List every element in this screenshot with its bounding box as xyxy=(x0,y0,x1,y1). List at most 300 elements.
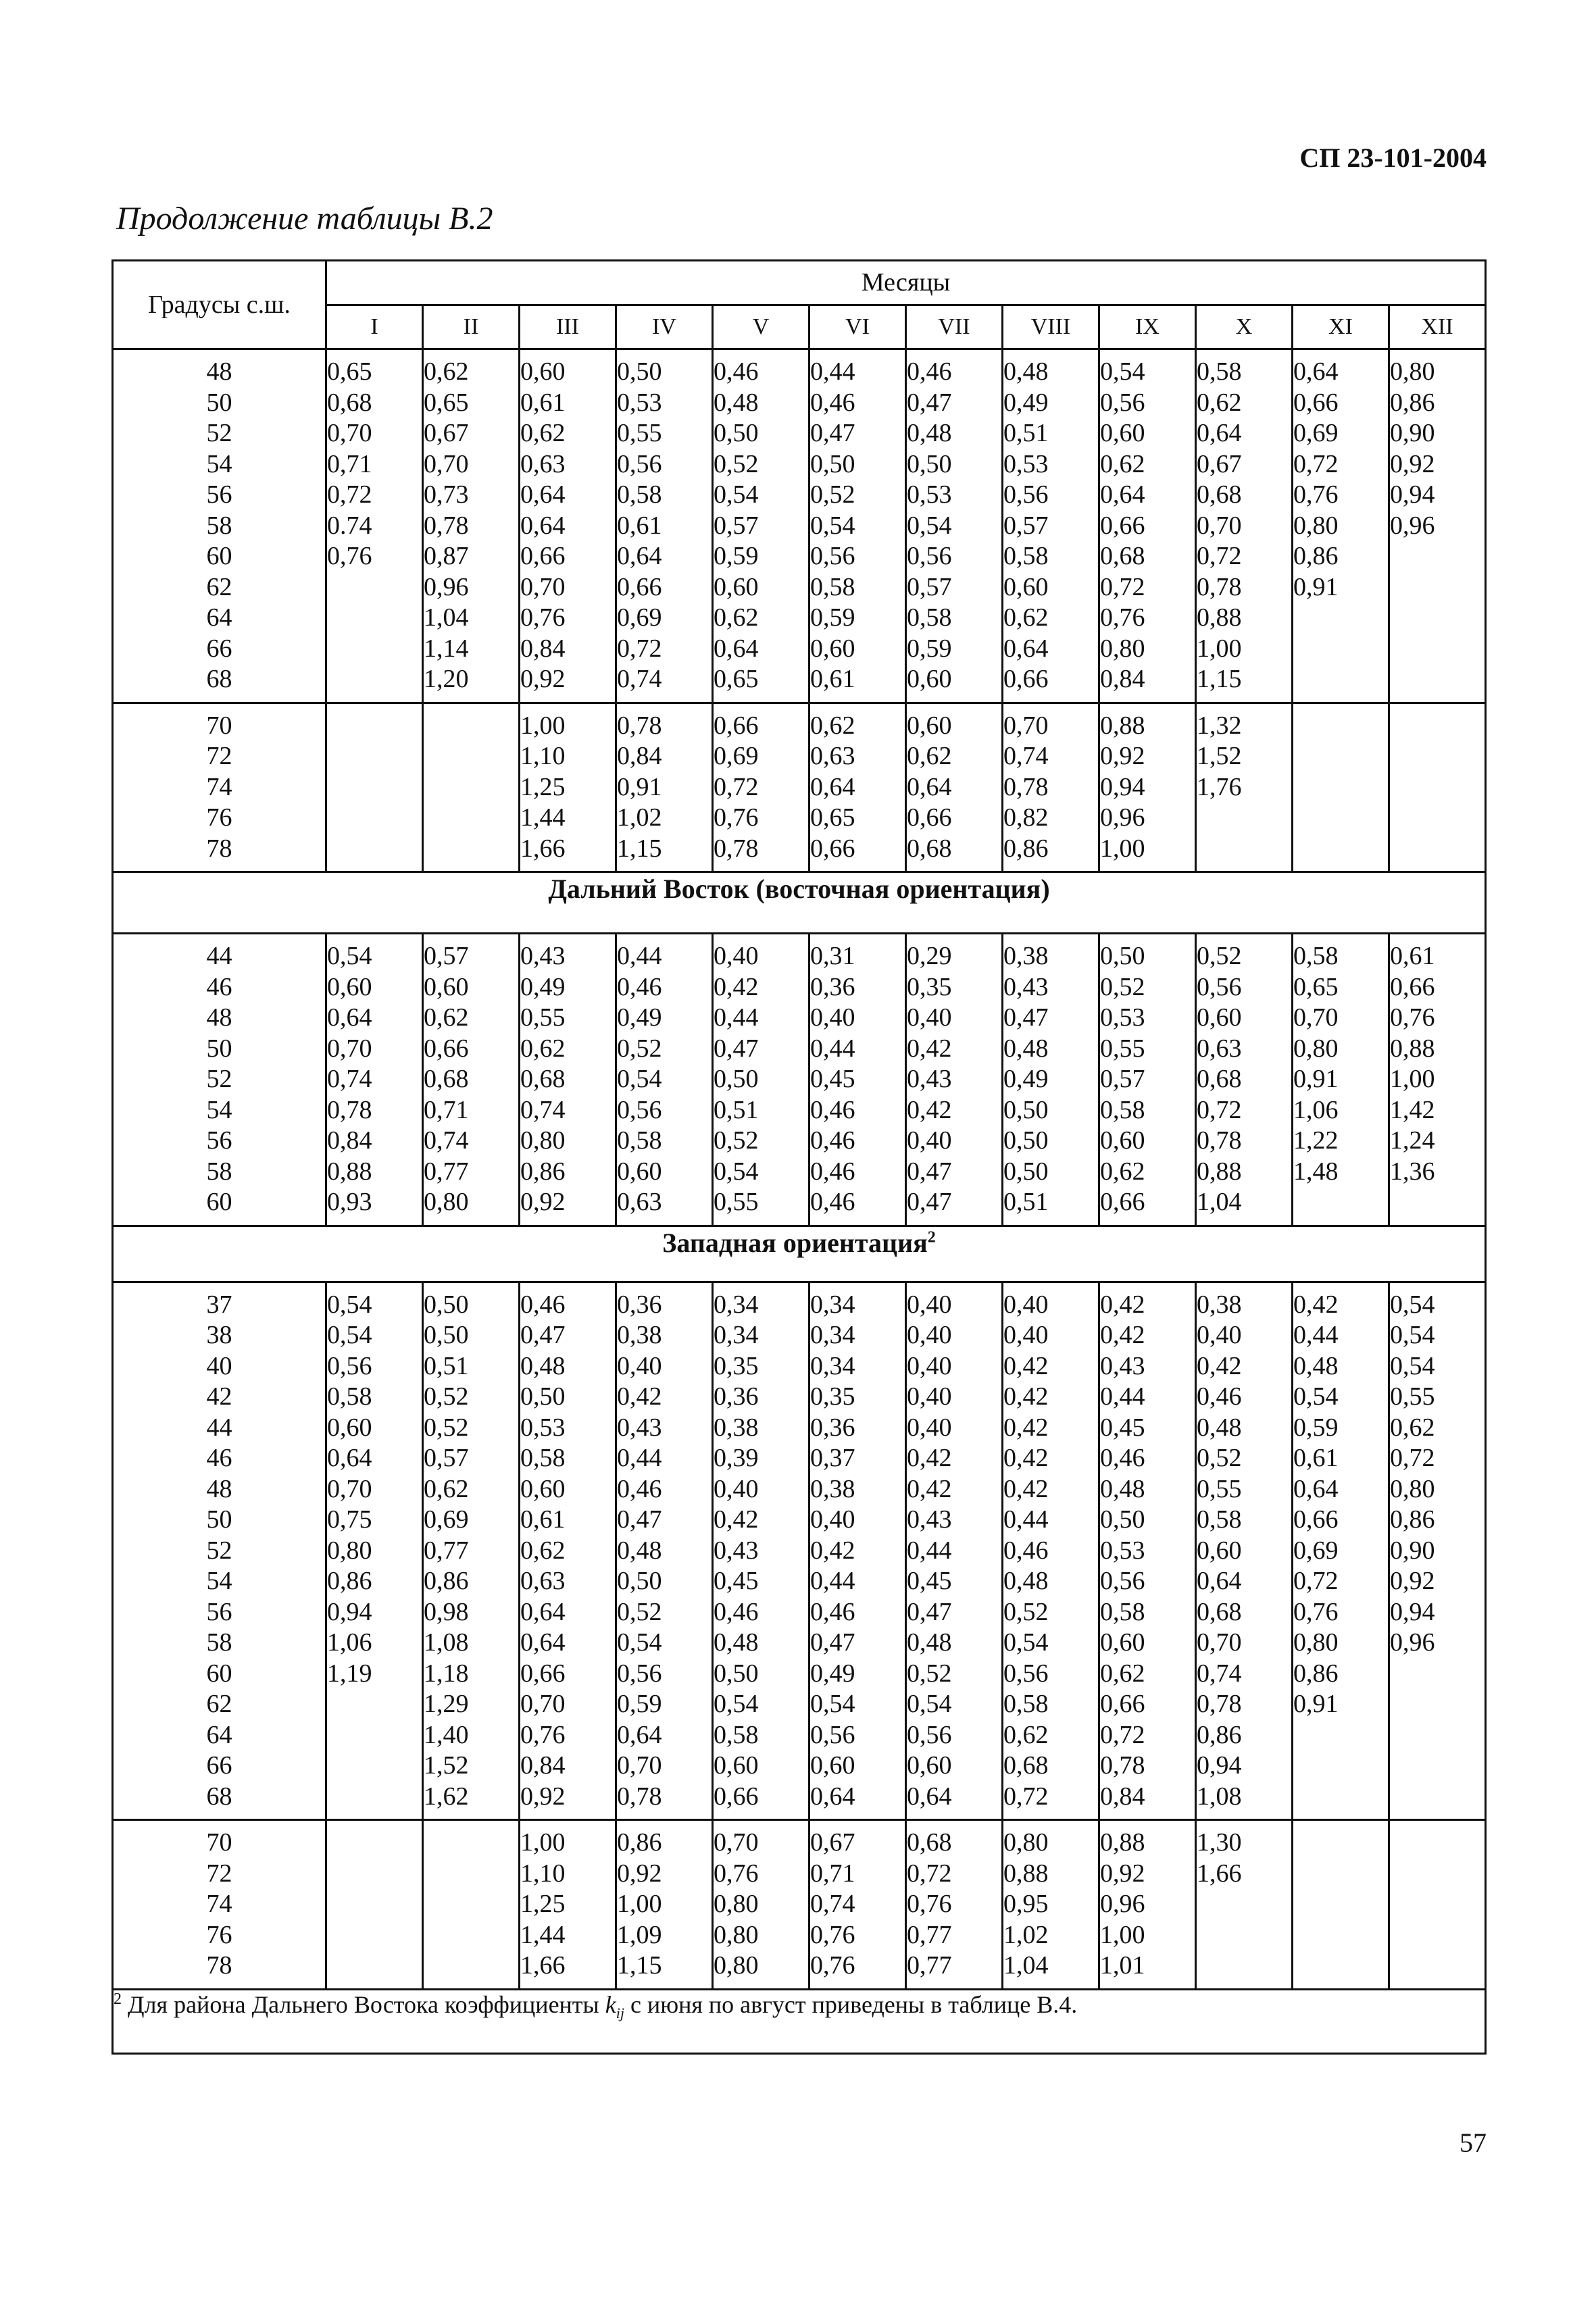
month-values-cell xyxy=(423,349,520,703)
coefficient-value: 0,42 xyxy=(1197,1351,1242,1380)
coefficient-value: 0,55 xyxy=(520,1003,566,1032)
coefficient-value: 0,84 xyxy=(1100,1782,1145,1811)
month-header: IX xyxy=(1099,305,1196,349)
coefficient-value: 0,76 xyxy=(520,1720,566,1749)
coefficient-value: 0,96 xyxy=(1390,511,1435,540)
coefficient-value: 0,42 xyxy=(1100,1290,1145,1319)
coefficient-value: 0,66 xyxy=(1100,1188,1145,1216)
latitude-cell xyxy=(113,934,326,1226)
coefficient-value: 0,54 xyxy=(714,480,759,509)
coefficient-value: 0,54 xyxy=(327,1321,372,1349)
coefficient-value: 0,40 xyxy=(1003,1321,1049,1349)
coefficient-value: 0,57 xyxy=(714,511,759,540)
month-header: VII xyxy=(906,305,1003,349)
data-block-row xyxy=(113,349,1486,703)
coefficient-value: 0,59 xyxy=(907,634,952,663)
coefficient-value: 0,45 xyxy=(907,1567,952,1595)
coefficient-value: 0,60 xyxy=(1100,419,1145,447)
coefficient-value: 1,15 xyxy=(617,834,662,863)
coefficient-value: 0,52 xyxy=(617,1034,662,1063)
coefficient-value: 0,56 xyxy=(617,1095,662,1124)
month-values-cell xyxy=(1196,703,1293,872)
coefficient-value: 0,69 xyxy=(1293,1536,1339,1565)
coefficient-value: 0,80 xyxy=(714,1920,759,1949)
latitude-value: 50 xyxy=(206,1505,232,1534)
coefficient-value: 1,44 xyxy=(520,803,566,832)
month-values-cell xyxy=(1099,1820,1196,1990)
month-values-cell xyxy=(520,934,616,1226)
month-values-cell xyxy=(1003,703,1099,872)
coefficient-value: 0,72 xyxy=(1197,1095,1242,1124)
coefficient-value: 0,50 xyxy=(1003,1157,1049,1186)
coefficient-value: 0,92 xyxy=(520,1782,566,1811)
coefficient-value: 0,78 xyxy=(617,711,662,740)
coefficient-value: 0,40 xyxy=(907,1003,952,1032)
coefficient-value: 0,34 xyxy=(810,1321,855,1349)
month-values-cell xyxy=(906,1282,1003,1820)
coefficient-value: 0,62 xyxy=(1100,449,1145,478)
coefficient-value: 1,32 xyxy=(1197,711,1242,740)
coefficient-value: 0,78 xyxy=(1100,1751,1145,1780)
coefficient-value: 0,66 xyxy=(1293,388,1339,417)
coefficient-value: 0,86 xyxy=(1293,1659,1339,1688)
coefficient-value: 0,48 xyxy=(1003,1567,1049,1595)
coefficient-value: 0,64 xyxy=(520,1628,566,1657)
coefficient-value: 0,54 xyxy=(1390,1351,1435,1380)
coefficient-value: 0,88 xyxy=(1197,603,1242,632)
coefficient-value: 0,56 xyxy=(327,1351,372,1380)
month-values-cell xyxy=(1293,703,1389,872)
coefficient-value: 0,64 xyxy=(810,1782,855,1811)
section-heading-west xyxy=(113,1226,1486,1282)
coefficient-value: 0,84 xyxy=(520,634,566,663)
coefficient-value: 0,61 xyxy=(617,511,662,540)
latitude-value: 38 xyxy=(206,1321,232,1349)
coefficient-value: 0,42 xyxy=(1003,1351,1049,1380)
coefficient-value: 0,60 xyxy=(714,1751,759,1780)
coefficient-value: 0,86 xyxy=(1197,1720,1242,1749)
coefficient-value: 0,55 xyxy=(714,1188,759,1216)
coefficient-value: 0,76 xyxy=(907,1890,952,1918)
coefficient-value: 0,92 xyxy=(520,665,566,693)
coefficient-value: 0,84 xyxy=(520,1751,566,1780)
coefficient-value: 0,38 xyxy=(617,1321,662,1349)
coefficient-value: 0,60 xyxy=(907,711,952,740)
coefficient-value: 0,48 xyxy=(1003,357,1049,386)
coefficient-value: 0,46 xyxy=(907,357,952,386)
coefficient-value: 0,70 xyxy=(1003,711,1049,740)
coefficient-value: 0,54 xyxy=(907,511,952,540)
month-header: II xyxy=(423,305,520,349)
month-values-cell xyxy=(1389,1282,1486,1820)
coefficient-value: 0,36 xyxy=(714,1382,759,1411)
coefficient-value: 0,65 xyxy=(327,357,372,386)
coefficient-value: 0,55 xyxy=(1100,1034,1145,1063)
coefficient-value: 1,02 xyxy=(617,803,662,832)
coefficient-value: 0,56 xyxy=(907,1720,952,1749)
coefficient-value: 0,53 xyxy=(1003,449,1049,478)
coefficient-value: 1,22 xyxy=(1293,1126,1339,1155)
latitude-value: 58 xyxy=(206,511,232,540)
coefficient-value: 0,50 xyxy=(1100,942,1145,970)
latitude-value: 74 xyxy=(206,1890,232,1918)
latitude-cell xyxy=(113,1282,326,1820)
month-values-cell xyxy=(1003,349,1099,703)
month-values-cell xyxy=(713,703,809,872)
data-block-row xyxy=(113,1820,1486,1990)
coefficient-value: 0,52 xyxy=(1003,1597,1049,1626)
coefficient-value: 0,66 xyxy=(1293,1505,1339,1534)
month-values-cell xyxy=(326,1282,423,1820)
coefficient-value: 0,76 xyxy=(1293,1597,1339,1626)
coefficient-value: 0,62 xyxy=(1197,388,1242,417)
coefficient-value: 0,42 xyxy=(907,1444,952,1472)
month-values-cell xyxy=(1099,1282,1196,1820)
coefficient-value: 0,40 xyxy=(907,1290,952,1319)
coefficient-value: 0,52 xyxy=(424,1413,469,1442)
coefficient-value: 0,50 xyxy=(424,1290,469,1319)
coefficient-value: 0,53 xyxy=(1100,1536,1145,1565)
section-row xyxy=(113,1226,1486,1282)
coefficient-value: 0,40 xyxy=(617,1351,662,1380)
latitude-value: 48 xyxy=(206,1474,232,1503)
coefficient-value: 0,52 xyxy=(907,1659,952,1688)
coefficient-value: 0,56 xyxy=(810,1720,855,1749)
coefficient-value: 0,66 xyxy=(907,803,952,832)
coefficient-value: 0,76 xyxy=(1293,480,1339,509)
coefficient-value: 0,68 xyxy=(520,1065,566,1093)
coefficient-value: 0,87 xyxy=(424,542,469,570)
coefficient-value: 0,44 xyxy=(907,1536,952,1565)
coefficient-value: 0,29 xyxy=(907,942,952,970)
coefficient-value: 1,19 xyxy=(327,1659,372,1688)
coefficient-value: 0,95 xyxy=(1003,1890,1049,1918)
coefficient-value: 0,50 xyxy=(810,449,855,478)
coefficient-value: 0,66 xyxy=(617,572,662,601)
coefficient-value: 0,54 xyxy=(327,942,372,970)
coefficient-value: 0,40 xyxy=(907,1321,952,1349)
coefficient-value: 0,68 xyxy=(1197,1597,1242,1626)
coefficient-value: 0,88 xyxy=(1390,1034,1435,1063)
coefficient-value: 1,66 xyxy=(1197,1859,1242,1888)
coefficient-value: 0,51 xyxy=(1003,1188,1049,1216)
coefficient-value: 1,01 xyxy=(1100,1951,1145,1980)
coefficient-value: 1,52 xyxy=(424,1751,469,1780)
coefficient-value: 0,80 xyxy=(424,1188,469,1216)
coefficient-value: 1,40 xyxy=(424,1720,469,1749)
coefficient-value: 0,66 xyxy=(520,1659,566,1688)
coefficient-value: 0,49 xyxy=(810,1659,855,1688)
coefficient-value: 0,64 xyxy=(1100,480,1145,509)
coefficient-value: 0,54 xyxy=(1390,1321,1435,1349)
coefficient-value: 0,58 xyxy=(327,1382,372,1411)
coefficient-value: 0,59 xyxy=(1293,1413,1339,1442)
coefficient-value: 0,63 xyxy=(617,1188,662,1216)
coefficient-value: 0,56 xyxy=(1003,1659,1049,1688)
coefficient-value: 0,91 xyxy=(617,772,662,801)
coefficient-value: 0,38 xyxy=(714,1413,759,1442)
coefficient-value: 0,54 xyxy=(714,1690,759,1718)
coefficient-value: 0,64 xyxy=(327,1003,372,1032)
latitude-value: 52 xyxy=(206,1536,232,1565)
coefficient-value: 0,54 xyxy=(327,1290,372,1319)
coefficient-value: 0,52 xyxy=(810,480,855,509)
coefficient-value: 0,36 xyxy=(810,1413,855,1442)
month-header: XII xyxy=(1389,305,1486,349)
footnote-text-after: с июня по август приведены в таблице В.4. xyxy=(630,1990,1078,2018)
coefficient-value: 0,86 xyxy=(1390,1505,1435,1534)
coefficient-value: 0,68 xyxy=(424,1065,469,1093)
coefficient-value: 0,46 xyxy=(810,388,855,417)
coefficient-value: 0,66 xyxy=(714,711,759,740)
coefficient-value: 0,46 xyxy=(810,1188,855,1216)
month-values-cell xyxy=(423,703,520,872)
coefficient-value: 0,46 xyxy=(810,1157,855,1186)
month-values-cell xyxy=(1389,1820,1486,1990)
coefficient-value: 0,86 xyxy=(1003,834,1049,863)
coefficient-value: 1,02 xyxy=(1003,1920,1049,1949)
coefficient-value: 0,49 xyxy=(617,1003,662,1032)
coefficient-value: 0,84 xyxy=(617,742,662,770)
coefficient-value: 0,53 xyxy=(520,1413,566,1442)
latitude-value: 60 xyxy=(206,1659,232,1688)
coefficient-value: 0,45 xyxy=(1100,1413,1145,1442)
coefficient-value: 0,58 xyxy=(617,1126,662,1155)
coefficient-value: 0,86 xyxy=(424,1567,469,1595)
coefficient-value: 0,34 xyxy=(714,1290,759,1319)
coefficient-value: 0,72 xyxy=(1100,572,1145,601)
month-values-cell xyxy=(1099,934,1196,1226)
coefficient-value: 0,35 xyxy=(810,1382,855,1411)
latitude-cell xyxy=(113,349,326,703)
coefficient-value: 0,62 xyxy=(907,742,952,770)
coefficient-value: 0,54 xyxy=(617,1065,662,1093)
coefficient-value: 1,09 xyxy=(617,1920,662,1949)
coefficient-value: 0,42 xyxy=(714,1505,759,1534)
coefficient-value: 0,44 xyxy=(810,357,855,386)
coefficient-value: 0,36 xyxy=(617,1290,662,1319)
month-values-cell xyxy=(1099,703,1196,872)
coefficient-value: 0,46 xyxy=(617,972,662,1001)
month-header: VI xyxy=(809,305,906,349)
latitude-value: 44 xyxy=(206,942,232,970)
coefficient-value: 0,70 xyxy=(327,419,372,447)
coefficient-value: 0,54 xyxy=(1390,1290,1435,1319)
coefficient-value: 0,40 xyxy=(714,1474,759,1503)
coefficient-value: 0,58 xyxy=(1003,1690,1049,1718)
coefficient-value: 0,42 xyxy=(1003,1444,1049,1472)
months-header: Месяцы xyxy=(326,261,1486,305)
footnote-row xyxy=(113,1989,1486,2053)
coefficient-value: 0,71 xyxy=(327,449,372,478)
coefficient-value: 0,77 xyxy=(424,1157,469,1186)
section-row xyxy=(113,872,1486,934)
coefficient-value: 1,00 xyxy=(520,711,566,740)
coefficient-value: 0,78 xyxy=(1197,1126,1242,1155)
coefficient-value: 0,62 xyxy=(714,603,759,632)
data-block-row xyxy=(113,703,1486,872)
coefficient-value: 0,54 xyxy=(1003,1628,1049,1657)
latitude-value: 66 xyxy=(206,1751,232,1780)
coefficient-value: 0,96 xyxy=(1100,1890,1145,1918)
coefficient-value: 1,30 xyxy=(1197,1828,1242,1857)
continuation-title: Продолжение таблицы В.2 xyxy=(116,201,493,236)
coefficient-value: 1,48 xyxy=(1293,1157,1339,1186)
coefficient-value: 0,58 xyxy=(714,1720,759,1749)
latitude-value: 40 xyxy=(206,1351,232,1380)
coefficient-value: 0,92 xyxy=(1390,1567,1435,1595)
coefficient-value: 0,40 xyxy=(907,1382,952,1411)
month-values-cell xyxy=(1196,1282,1293,1820)
month-values-cell xyxy=(713,934,809,1226)
coefficient-value: 0,40 xyxy=(907,1351,952,1380)
coefficient-value: 0,40 xyxy=(810,1003,855,1032)
month-values-cell xyxy=(423,1282,520,1820)
coefficient-value: 0,48 xyxy=(714,388,759,417)
coefficient-value: 0,53 xyxy=(1100,1003,1145,1032)
coefficient-symbol: k xyxy=(605,1990,616,2018)
coefficient-value: 0,57 xyxy=(907,572,952,601)
coefficient-value: 0,47 xyxy=(714,1034,759,1063)
coefficient-subscript: ij xyxy=(616,2004,624,2021)
coefficient-value: 0,98 xyxy=(424,1597,469,1626)
latitude-cell xyxy=(113,1820,326,1990)
coefficient-value: 0,76 xyxy=(327,542,372,570)
coefficient-value: 0,59 xyxy=(714,542,759,570)
coefficient-value: 0,34 xyxy=(810,1351,855,1380)
footnote xyxy=(113,1989,1486,2053)
coefficient-value: 0,47 xyxy=(810,419,855,447)
coefficient-value: 1,08 xyxy=(1197,1782,1242,1811)
coefficient-value: 0,58 xyxy=(810,572,855,601)
coefficient-value: 0,74 xyxy=(327,1065,372,1093)
coefficient-value: 0,71 xyxy=(424,1095,469,1124)
coefficient-value: 0,44 xyxy=(1293,1321,1339,1349)
coefficient-value: 0,80 xyxy=(1003,1828,1049,1857)
coefficient-value: 0,76 xyxy=(810,1920,855,1949)
coefficient-value: 1,42 xyxy=(1390,1095,1435,1124)
coefficient-value: 0,70 xyxy=(327,1474,372,1503)
coefficient-value: 0,76 xyxy=(714,803,759,832)
coefficient-value: 0,88 xyxy=(1100,1828,1145,1857)
coefficient-value: 0,92 xyxy=(1100,742,1145,770)
coefficient-value: 0,38 xyxy=(1197,1290,1242,1319)
coefficient-value: 0,96 xyxy=(424,572,469,601)
coefficient-value: 0,47 xyxy=(1003,1003,1049,1032)
coefficient-value: 1,36 xyxy=(1390,1157,1435,1186)
coefficient-value: 0,35 xyxy=(907,972,952,1001)
coefficient-value: 0,58 xyxy=(520,1444,566,1472)
coefficient-value: 0,48 xyxy=(907,1628,952,1657)
coefficient-value: 0,54 xyxy=(810,511,855,540)
month-values-cell xyxy=(520,349,616,703)
coefficient-value: 0,50 xyxy=(1003,1095,1049,1124)
coefficient-value: 0,46 xyxy=(714,1597,759,1626)
latitude-value: 58 xyxy=(206,1157,232,1186)
latitude-value: 52 xyxy=(206,1065,232,1093)
coefficient-value: 1,10 xyxy=(520,742,566,770)
coefficient-value: 0,54 xyxy=(907,1690,952,1718)
latitude-value: 68 xyxy=(206,1782,232,1811)
coefficient-value: 0,56 xyxy=(1197,972,1242,1001)
coefficient-value: 0,69 xyxy=(424,1505,469,1534)
coefficient-value: 0,56 xyxy=(1100,1567,1145,1595)
coefficient-value: 0,86 xyxy=(617,1828,662,1857)
footnote-text-before: Для района Дальнего Востока коэффициенты xyxy=(128,1990,599,2018)
coefficient-value: 0,54 xyxy=(810,1690,855,1718)
coefficient-value: 0,88 xyxy=(1197,1157,1242,1186)
coefficient-value: 0,42 xyxy=(907,1095,952,1124)
coefficient-value: 0,64 xyxy=(907,772,952,801)
coefficient-value: 0,60 xyxy=(810,634,855,663)
month-values-cell xyxy=(809,1820,906,1990)
coefficient-value: 0,80 xyxy=(327,1536,372,1565)
coefficient-value: 0,70 xyxy=(520,1690,566,1718)
coefficient-value: 1,10 xyxy=(520,1859,566,1888)
coefficient-value: 0,50 xyxy=(1100,1505,1145,1534)
coefficient-value: 0,55 xyxy=(1390,1382,1435,1411)
month-values-cell xyxy=(520,1282,616,1820)
coefficient-value: 0,47 xyxy=(617,1505,662,1534)
coefficient-value: 0,86 xyxy=(1390,388,1435,417)
coefficient-value: 0,50 xyxy=(424,1321,469,1349)
coefficient-value: 0,92 xyxy=(617,1859,662,1888)
coefficient-value: 0,91 xyxy=(1293,1690,1339,1718)
coefficient-value: 0,72 xyxy=(327,480,372,509)
latitude-header: Градусы с.ш. xyxy=(113,261,326,349)
coefficient-value: 0,47 xyxy=(907,1188,952,1216)
coefficient-value: 0,80 xyxy=(1390,357,1435,386)
latitude-value: 62 xyxy=(206,572,232,601)
coefficient-value: 0,72 xyxy=(907,1859,952,1888)
coefficient-value: 0,88 xyxy=(1100,711,1145,740)
coefficient-value: 0,72 xyxy=(1100,1720,1145,1749)
latitude-value: 74 xyxy=(206,772,232,801)
coefficient-value: 0,74 xyxy=(810,1890,855,1918)
coefficients-table xyxy=(111,259,1487,2055)
coefficient-value: 1,66 xyxy=(520,1951,566,1980)
coefficient-value: 0,40 xyxy=(714,942,759,970)
coefficient-value: 0,50 xyxy=(714,1659,759,1688)
latitude-value: 68 xyxy=(206,665,232,693)
coefficient-value: 1,00 xyxy=(1100,1920,1145,1949)
month-values-cell xyxy=(1196,1820,1293,1990)
coefficient-value: 0,55 xyxy=(617,419,662,447)
coefficient-value: 0,94 xyxy=(1390,480,1435,509)
coefficient-value: 0,76 xyxy=(810,1951,855,1980)
coefficient-value: 1,44 xyxy=(520,1920,566,1949)
coefficient-value: 0,74 xyxy=(424,1126,469,1155)
coefficient-value: 0,64 xyxy=(1003,634,1049,663)
coefficient-value: 0,55 xyxy=(1197,1474,1242,1503)
coefficient-value: 1,06 xyxy=(327,1628,372,1657)
coefficient-value: 0,80 xyxy=(1293,511,1339,540)
coefficient-value: 0,62 xyxy=(1390,1413,1435,1442)
month-values-cell xyxy=(616,349,713,703)
coefficient-value: 0,72 xyxy=(1197,542,1242,570)
coefficient-value: 0,70 xyxy=(520,572,566,601)
coefficient-value: 0,96 xyxy=(1100,803,1145,832)
coefficient-value: 0,59 xyxy=(810,603,855,632)
coefficient-value: 0,59 xyxy=(617,1690,662,1718)
latitude-value: 48 xyxy=(206,357,232,386)
coefficient-value: 0,64 xyxy=(617,1720,662,1749)
coefficient-value: 1,08 xyxy=(424,1628,469,1657)
coefficient-value: 0,73 xyxy=(424,480,469,509)
coefficient-value: 1,25 xyxy=(520,772,566,801)
coefficient-value: 0,63 xyxy=(810,742,855,770)
coefficient-value: 0,80 xyxy=(1293,1034,1339,1063)
